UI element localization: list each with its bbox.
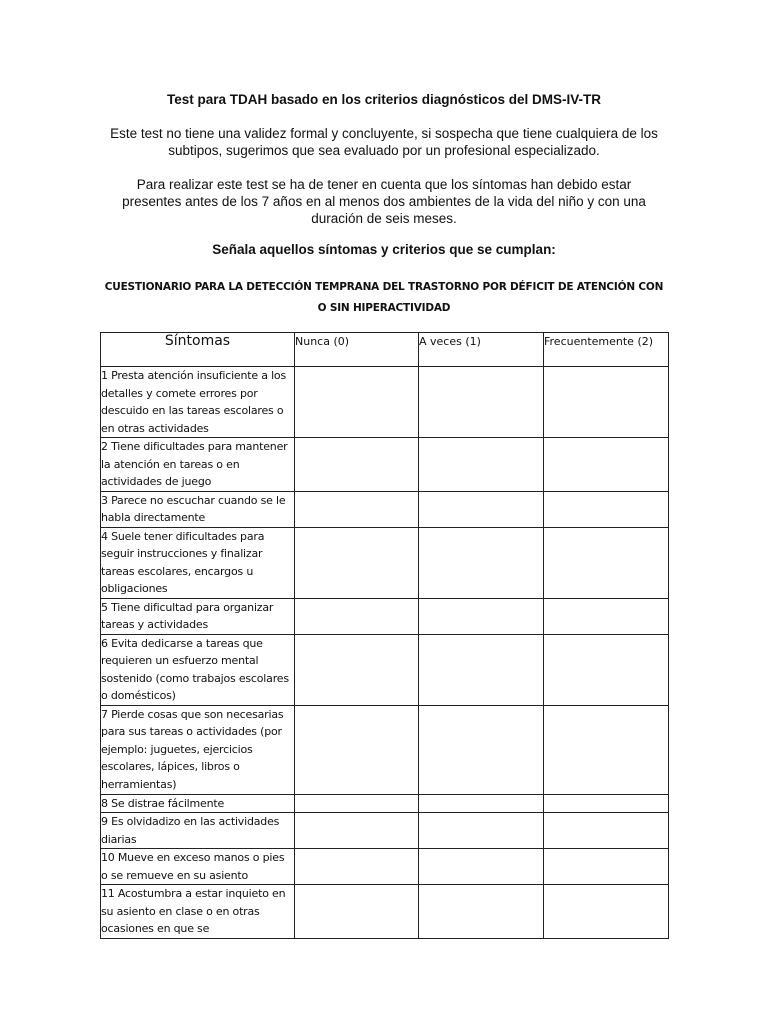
nunca-cell[interactable] (295, 813, 419, 849)
nunca-cell[interactable] (295, 598, 419, 634)
symptom-cell: 9 Es olvidadizo en las actividades diarias (101, 813, 295, 849)
frecuentemente-cell[interactable] (544, 885, 669, 939)
frecuentemente-cell[interactable] (544, 813, 669, 849)
frecuentemente-cell[interactable] (544, 598, 669, 634)
symptom-cell: 10 Mueve en exceso manos o pies o se remueve en su asiento (101, 849, 295, 885)
a-veces-cell[interactable] (419, 367, 544, 438)
table-row (101, 849, 669, 885)
header-frecuentemente: Frecuentemente (2) (544, 333, 669, 367)
a-veces-cell[interactable] (419, 634, 544, 705)
a-veces-cell[interactable] (419, 794, 544, 813)
a-veces-cell[interactable] (419, 438, 544, 492)
frecuentemente-cell[interactable] (544, 367, 669, 438)
frecuentemente-cell[interactable] (544, 849, 669, 885)
a-veces-cell[interactable] (419, 813, 544, 849)
questionnaire-title: CUESTIONARIO PARA LA DETECCIÓN TEMPRANA DEL TRASTORNO POR DÉFICIT DE ATENCIÓN CON O SIN HIPERACTIVIDAD (104, 281, 664, 314)
frecuentemente-cell[interactable] (544, 438, 669, 492)
table-header-row (101, 333, 669, 367)
header-nunca: Nunca (0) (295, 333, 419, 367)
page-title: Test para TDAH basado en los criterios diagnósticos del DMS-IV-TR (166, 92, 602, 107)
section-subtitle: Señala aquellos síntomas y criterios que se cumplan: (212, 242, 556, 257)
symptom-cell: 3 Parece no escuchar cuando se le habla directamente (101, 491, 295, 527)
disclaimer-paragraph: Este test no tiene una validez formal y concluyente, si sospecha que tiene cualquiera de los subtipos, sugerimos que sea evaluado por un profesional especializado. (110, 126, 658, 158)
frecuentemente-cell[interactable] (544, 491, 669, 527)
table-row (101, 794, 669, 813)
symptom-cell: 7 Pierde cosas que son necesarias para sus tareas o actividades (por ejemplo: juguetes, ejercicios escolares, lápices, libros o herramientas) (101, 705, 295, 794)
nunca-cell[interactable] (295, 438, 419, 492)
nunca-cell[interactable] (295, 491, 419, 527)
table-row (101, 705, 669, 794)
instructions-paragraph: Para realizar este test se ha de tener en cuenta que los síntomas han debido estar presentes antes de los 7 años en al menos dos ambientes de la vida del niño y con una duración de seis meses. (122, 177, 646, 226)
symptoms-table (100, 332, 669, 939)
table-row (101, 367, 669, 438)
nunca-cell[interactable] (295, 705, 419, 794)
table-row (101, 634, 669, 705)
symptom-cell: 11 Acostumbra a estar inquieto en su asiento en clase o en otras ocasiones en que se (101, 885, 295, 939)
nunca-cell[interactable] (295, 634, 419, 705)
a-veces-cell[interactable] (419, 705, 544, 794)
nunca-cell[interactable] (295, 527, 419, 598)
frecuentemente-cell[interactable] (544, 794, 669, 813)
symptom-cell: 5 Tiene dificultad para organizar tareas y actividades (101, 598, 295, 634)
table-row (101, 885, 669, 939)
table-row (101, 438, 669, 492)
header-sintomas: Síntomas (101, 333, 295, 367)
table-row (101, 598, 669, 634)
nunca-cell[interactable] (295, 885, 419, 939)
a-veces-cell[interactable] (419, 849, 544, 885)
header-a-veces: A veces (1) (419, 333, 544, 367)
a-veces-cell[interactable] (419, 527, 544, 598)
table-row (101, 491, 669, 527)
symptom-cell: 8 Se distrae fácilmente (101, 794, 295, 813)
frecuentemente-cell[interactable] (544, 705, 669, 794)
symptom-cell: 2 Tiene dificultades para mantener la atención en tareas o en actividades de juego (101, 438, 295, 492)
frecuentemente-cell[interactable] (544, 527, 669, 598)
a-veces-cell[interactable] (419, 491, 544, 527)
a-veces-cell[interactable] (419, 885, 544, 939)
table-row (101, 527, 669, 598)
a-veces-cell[interactable] (419, 598, 544, 634)
symptom-cell: 6 Evita dedicarse a tareas que requieren un esfuerzo mental sostenido (como trabajos escolares o domésticos) (101, 634, 295, 705)
symptom-cell: 4 Suele tener dificultades para seguir instrucciones y finalizar tareas escolares, encargos u obligaciones (101, 527, 295, 598)
frecuentemente-cell[interactable] (544, 634, 669, 705)
symptom-cell: 1 Presta atención insuficiente a los detalles y comete errores por descuido en las tareas escolares o en otras actividades (101, 367, 295, 438)
nunca-cell[interactable] (295, 367, 419, 438)
nunca-cell[interactable] (295, 849, 419, 885)
nunca-cell[interactable] (295, 794, 419, 813)
table-row (101, 813, 669, 849)
